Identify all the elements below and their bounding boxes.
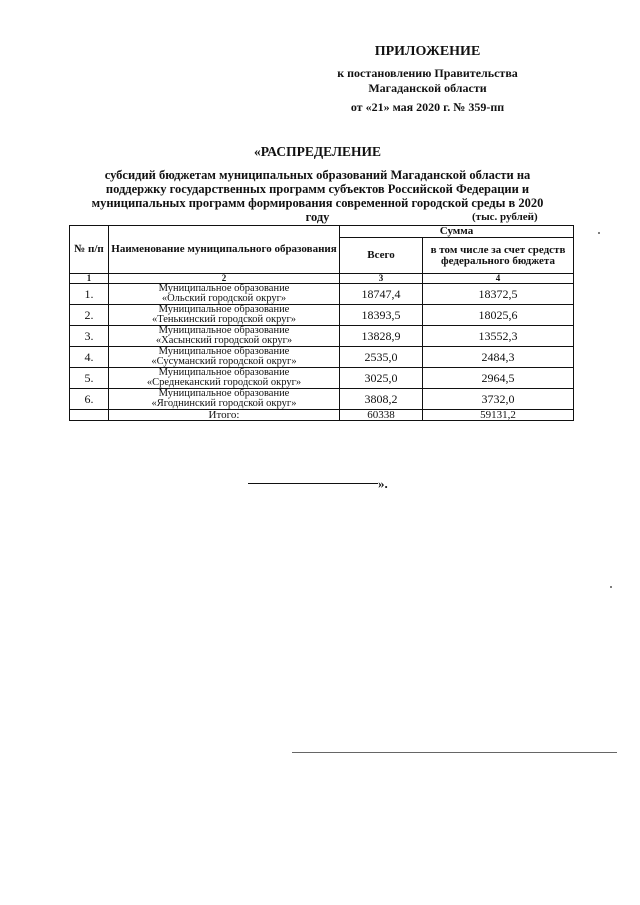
total-amount: 2535,0 xyxy=(340,347,423,368)
row-number: 6. xyxy=(70,389,109,410)
column-number: 2 xyxy=(109,274,340,284)
table-row xyxy=(70,326,574,347)
table-row xyxy=(70,347,574,368)
document-subtitle: субсидий бюджетам муниципальных образований Магаданской области на поддержку государственных программ субъектов Российской Федерации и муниципальных программ формирования современной городской среды в 2020 году xyxy=(91,168,544,224)
col-header-sum: Сумма xyxy=(340,226,574,238)
total-amount: 18747,4 xyxy=(340,284,423,305)
row-number: 1. xyxy=(70,284,109,305)
row-number: 2. xyxy=(70,305,109,326)
appendix-label: ПРИЛОЖЕНИЕ xyxy=(374,44,481,59)
municipality-name: Муниципальное образование «Ольский городской округ» xyxy=(109,284,340,305)
total-amount: 13828,9 xyxy=(340,326,423,347)
col-header-total: Всего xyxy=(340,238,423,274)
resolution-date-number: от «21» мая 2020 г. № 359-пп xyxy=(350,100,505,114)
federal-amount: 18372,5 xyxy=(423,284,574,305)
row-number: 5. xyxy=(70,368,109,389)
total-amount: 3808,2 xyxy=(340,389,423,410)
col-header-name: Наименование муниципального образования xyxy=(109,226,340,274)
closing-quote: ». xyxy=(378,476,388,491)
total-empty-cell xyxy=(70,410,109,421)
municipality-name: Муниципальное образование «Сусуманский городской округ» xyxy=(109,347,340,368)
total-amount: 18393,5 xyxy=(340,305,423,326)
column-number: 3 xyxy=(340,274,423,284)
total-amount: 3025,0 xyxy=(340,368,423,389)
scan-speck xyxy=(610,586,612,588)
column-number-row xyxy=(70,274,574,284)
municipality-name: Муниципальное образование «Тенькинский городской округ» xyxy=(109,305,340,326)
municipality-name: Муниципальное образование «Среднеканский городской округ» xyxy=(109,368,340,389)
table-row xyxy=(70,368,574,389)
col-header-federal: в том числе за счет средств федерального бюджета xyxy=(423,238,574,274)
federal-amount: 13552,3 xyxy=(423,326,574,347)
total-row xyxy=(70,410,574,421)
table-row xyxy=(70,305,574,326)
table-row xyxy=(70,284,574,305)
federal-amount: 2964,5 xyxy=(423,368,574,389)
municipality-name: Муниципальное образование «Ягоднинский городской округ» xyxy=(109,389,340,410)
grand-total-federal: 59131,2 xyxy=(423,410,574,421)
federal-amount: 3732,0 xyxy=(423,389,574,410)
federal-amount: 18025,6 xyxy=(423,305,574,326)
municipality-name: Муниципальное образование «Хасынский городской округ» xyxy=(109,326,340,347)
subsidy-table xyxy=(69,225,574,421)
col-header-number: № п/п xyxy=(70,226,109,274)
document-title: «РАСПРЕДЕЛЕНИЕ xyxy=(253,144,382,159)
column-number: 1 xyxy=(70,274,109,284)
column-number: 4 xyxy=(423,274,574,284)
resolution-reference: к постановлению Правительства Магаданской области xyxy=(337,66,518,95)
units-label: (тыс. рублей) xyxy=(472,211,538,223)
row-number: 3. xyxy=(70,326,109,347)
federal-amount: 2484,3 xyxy=(423,347,574,368)
total-label: Итого: xyxy=(109,410,340,421)
closing-line xyxy=(248,483,378,484)
bottom-rule xyxy=(292,752,617,753)
grand-total-amount: 60338 xyxy=(340,410,423,421)
table-row xyxy=(70,389,574,410)
row-number: 4. xyxy=(70,347,109,368)
scan-speck xyxy=(598,232,600,234)
